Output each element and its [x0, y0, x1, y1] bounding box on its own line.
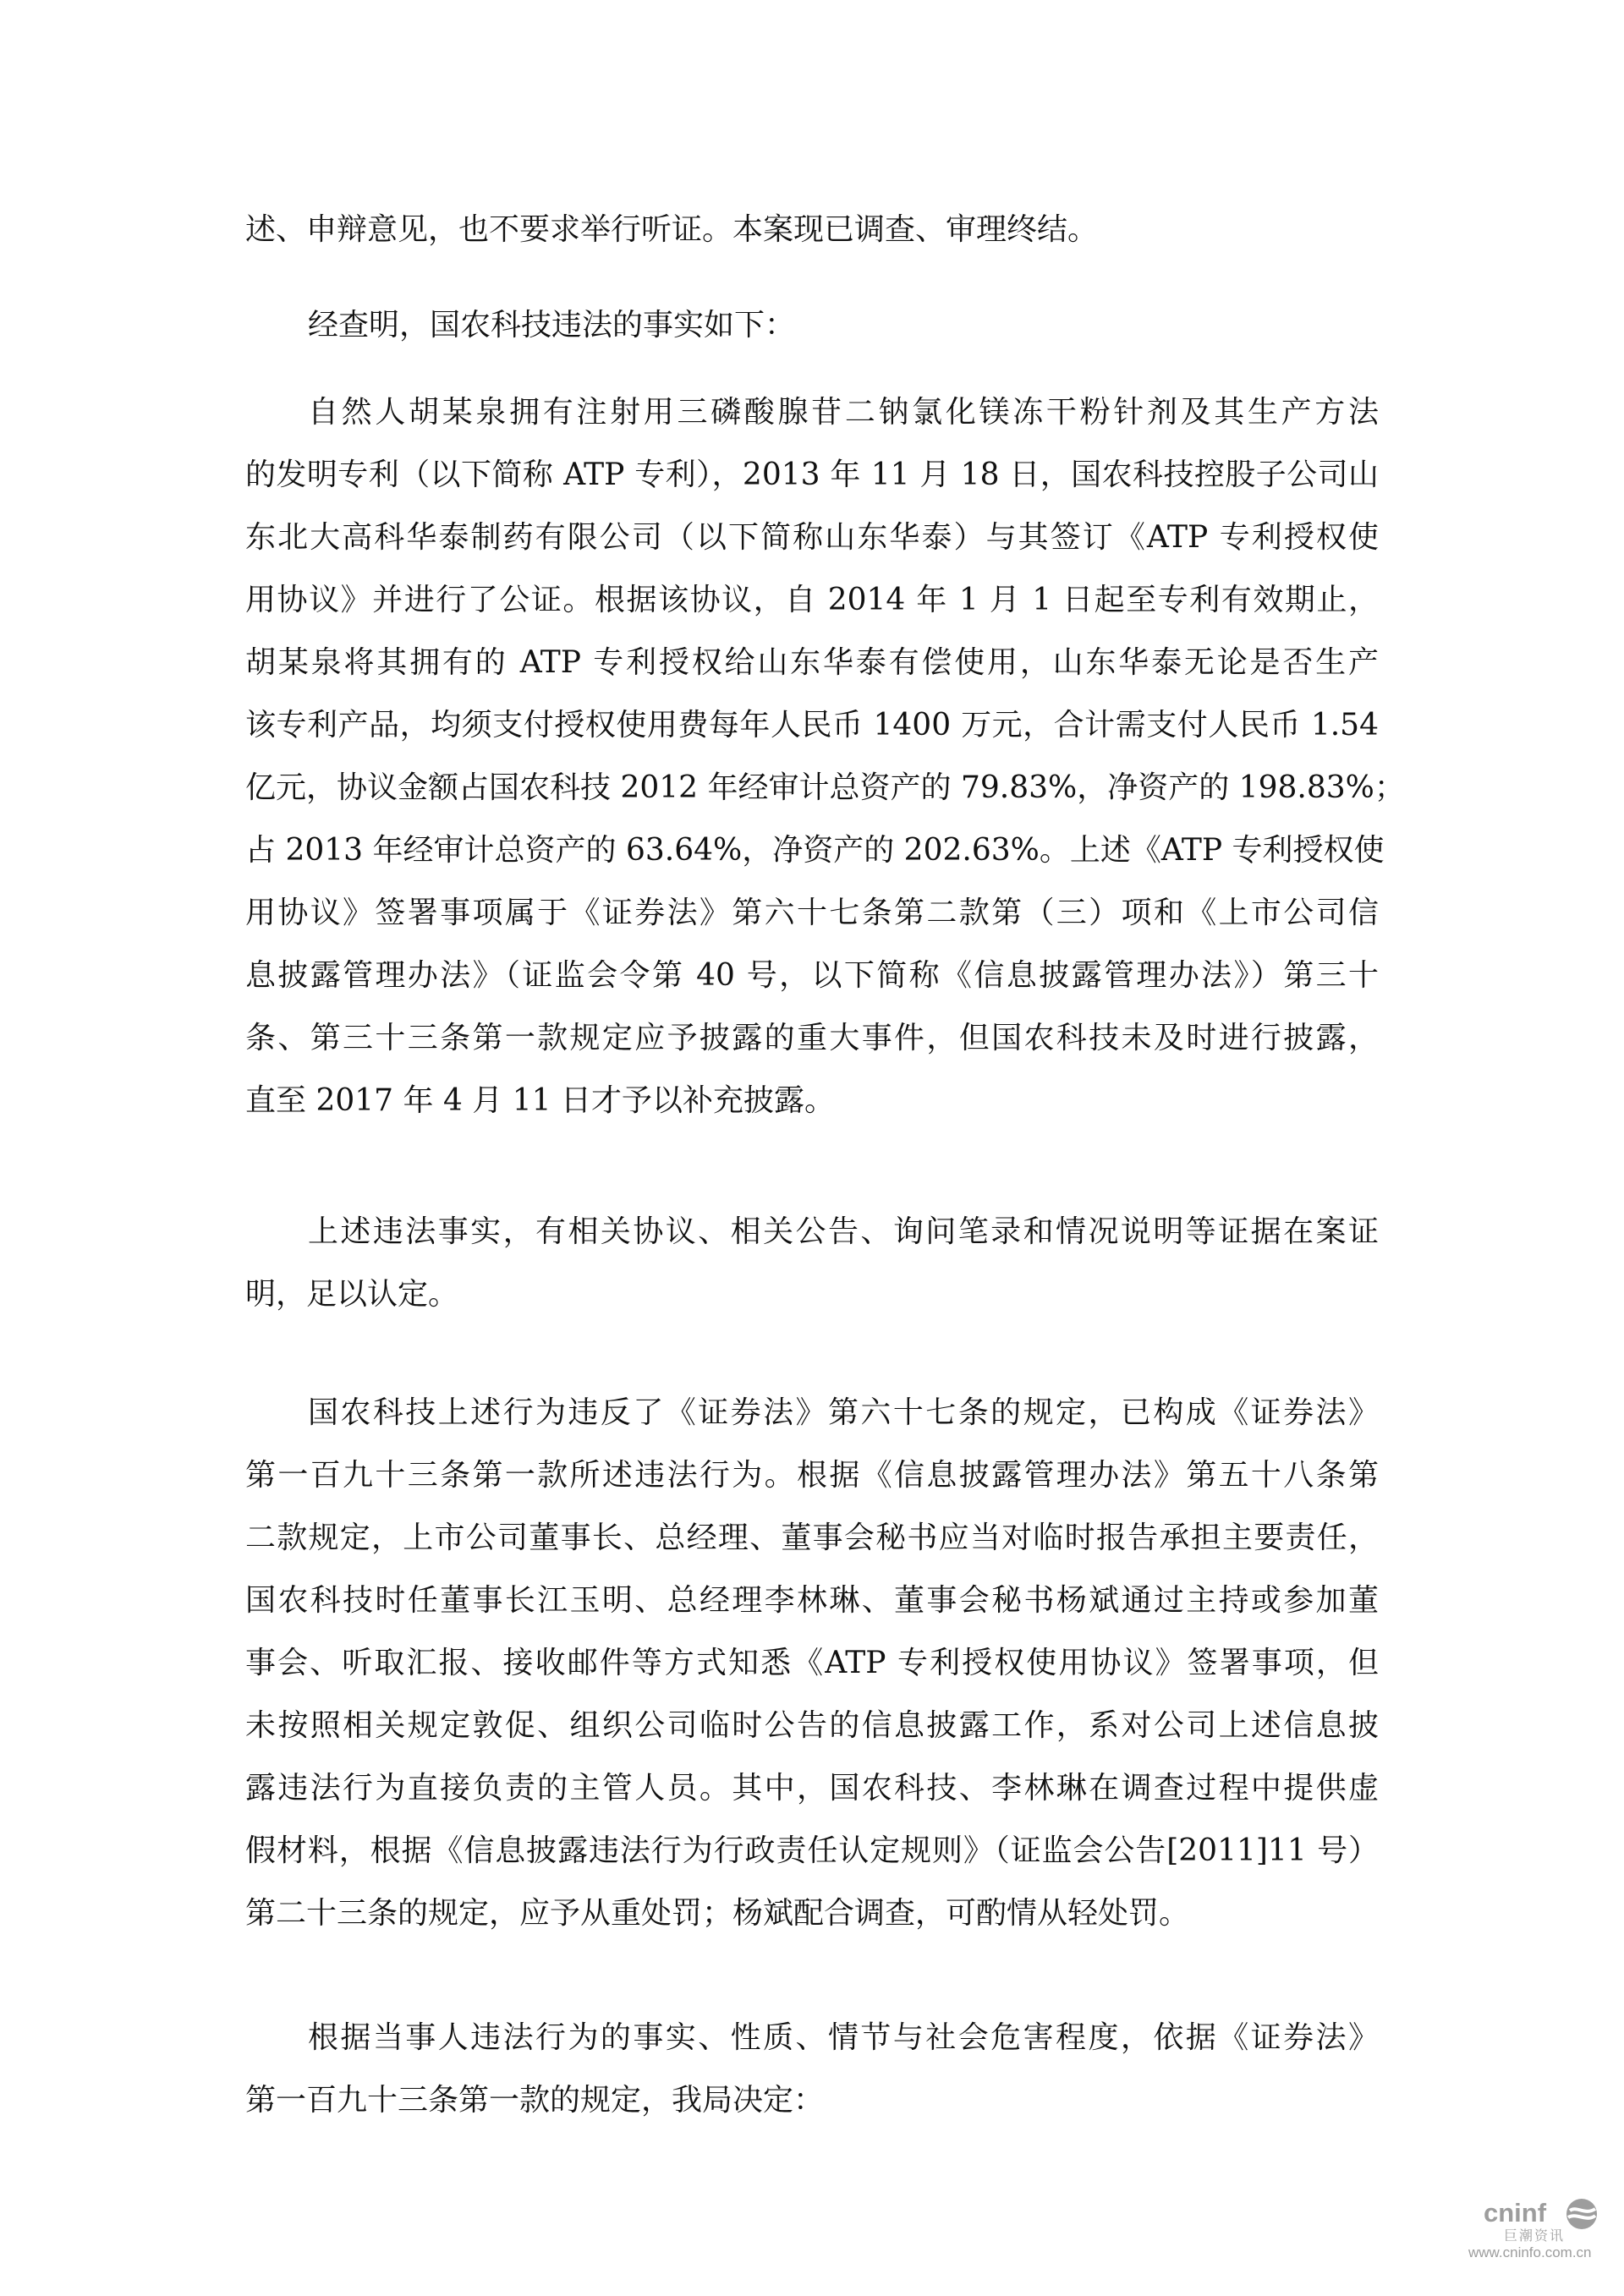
paragraph-decision-basis [245, 2007, 1379, 2132]
paragraph-evidence [245, 1201, 1379, 1326]
text-line: 息披露管理办法》（证监会令第 40 号，以下简称《信息披露管理办法》）第三十 [245, 958, 1379, 993]
text-line: 事会、听取汇报、接收邮件等方式知悉《ATP 专利授权使用协议》签署事项，但 [245, 1646, 1379, 1680]
text-line: 自然人胡某泉拥有注射用三磷酸腺苷二钠氯化镁冻干粉针剂及其生产方法 [308, 395, 1379, 430]
text-line: 述、申辩意见，也不要求举行听证。本案现已调查、审理终结。 [245, 212, 1099, 247]
text-line: 国农科技上述行为违反了《证券法》第六十七条的规定，已构成《证券法》 [308, 1395, 1379, 1430]
cninfo-logo-icon [1565, 2197, 1599, 2231]
paragraph-violation-facts [245, 381, 1405, 1132]
text-line: 假材料，根据《信息披露违法行为行政责任认定规则》（证监会公告[2011]11 号） [245, 1833, 1379, 1868]
text-line: 国农科技时任董事长江玉明、总经理李林琳、董事会秘书杨斌通过主持或参加董 [245, 1583, 1379, 1618]
cninfo-watermark [1462, 2192, 1622, 2268]
paragraph-continuation [245, 199, 1379, 261]
text-line: 上述违法事实，有相关协议、相关公告、询问笔录和情况说明等证据在案证 [308, 1214, 1379, 1249]
text-line: 露违法行为直接负责的主管人员。其中，国农科技、李林琳在调查过程中提供虚 [245, 1771, 1379, 1806]
text-line: 该专利产品，均须支付授权使用费每年人民币 1400 万元，合计需支付人民币 1.54 [245, 708, 1379, 743]
text-line: 二款规定，上市公司董事长、总经理、董事会秘书应当对临时报告承担主要责任， [245, 1521, 1379, 1555]
text-line: 用协议》签署事项属于《证券法》第六十七条第二款第（三）项和《上市公司信 [245, 896, 1379, 930]
text-line: 用协议》并进行了公证。根据该协议，自 2014 年 1 月 1 日起至专利有效期止， [245, 583, 1379, 617]
watermark-chinese-name: 巨潮资讯 [1504, 2229, 1566, 2244]
text-line: 第二十三条的规定，应予从重处罚；杨斌配合调查，可酌情从轻处罚。 [245, 1896, 1190, 1931]
text-line: 直至 2017 年 4 月 11 日才予以补充披露。 [245, 1083, 835, 1118]
paragraph-facts-intro [245, 294, 1379, 357]
watermark-url: www.cninfo.com.cn [1468, 2244, 1592, 2260]
text-line: 第一百九十三条第一款所述违法行为。根据《信息披露管理办法》第五十八条第 [245, 1458, 1379, 1493]
text-line: 占 2013 年经审计总资产的 63.64%，净资产的 202.63%。上述《ATP 专利授权使 [245, 833, 1385, 868]
text-line: 东北大高科华泰制药有限公司（以下简称山东华泰）与其签订《ATP 专利授权使 [245, 520, 1379, 555]
text-line: 胡某泉将其拥有的 ATP 专利授权给山东华泰有偿使用，山东华泰无论是否生产 [245, 645, 1379, 680]
paragraph-legal-analysis [245, 1382, 1379, 1945]
text-line: 条、第三十三条第一款规定应予披露的重大事件，但国农科技未及时进行披露， [245, 1021, 1379, 1055]
text-line: 明，足以认定。 [245, 1277, 459, 1312]
text-line: 经查明，国农科技违法的事实如下： [308, 308, 796, 342]
watermark-brand: cninf [1484, 2198, 1547, 2228]
text-line: 未按照相关规定敦促、组织公司临时公告的信息披露工作，系对公司上述信息披 [245, 1708, 1379, 1743]
text-line: 第一百九十三条第一款的规定，我局决定： [245, 2083, 825, 2118]
text-line: 根据当事人违法行为的事实、性质、情节与社会危害程度，依据《证券法》 [308, 2020, 1379, 2055]
text-line: 的发明专利（以下简称 ATP 专利），2013 年 11 月 18 日，国农科技控股子公司山 [245, 458, 1379, 492]
text-line: 亿元，协议金额占国农科技 2012 年经审计总资产的 79.83%，净资产的 198.83%； [245, 770, 1405, 805]
